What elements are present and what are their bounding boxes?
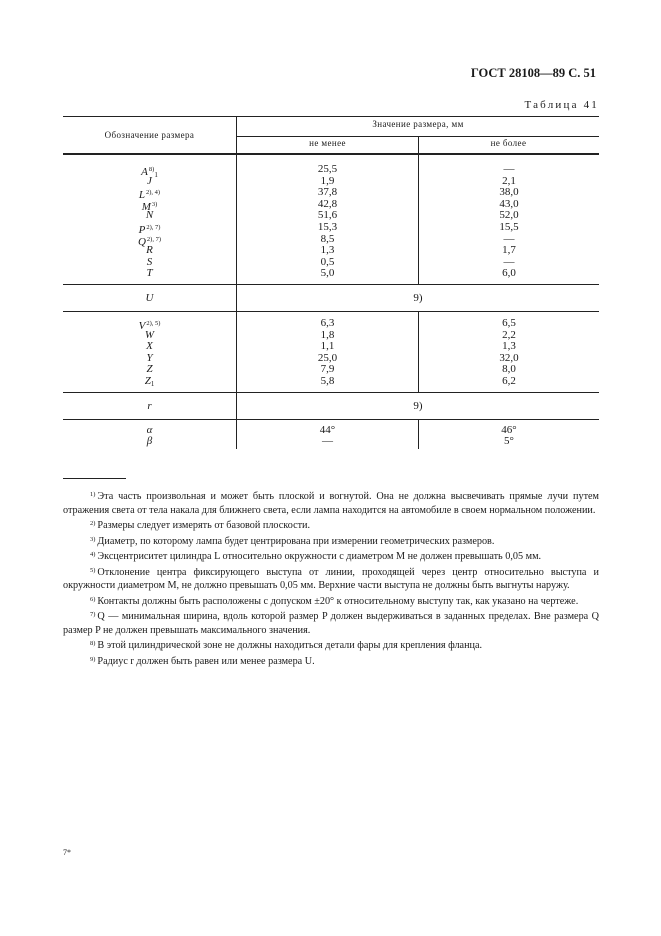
footnote (63, 488, 599, 517)
value-min: 44° (319, 423, 336, 436)
row-name: α (146, 423, 153, 436)
row-name-subscript: 1 (154, 171, 158, 179)
footnote (63, 564, 599, 593)
row-name: Z (146, 363, 153, 376)
page-mark: 7* (63, 848, 71, 857)
row-name-footnote: 2), 5) (146, 319, 161, 327)
row-value: 9) (413, 399, 423, 412)
footnote-text: Контакты должны быть расположены с допуском ±20° к относительному выступу так, как указано на чертеже. (97, 595, 579, 607)
row-name-footnote: 3) (151, 200, 158, 208)
value-min: 1,8 (320, 328, 335, 341)
table-row-r (63, 393, 599, 420)
page-header: ГОСТ 28108—89 С. 51 (470, 66, 596, 80)
row-name: r (147, 399, 152, 412)
header-value-group: Значение размера, мм (372, 119, 464, 129)
row-name: N (145, 209, 154, 222)
table-row (63, 318, 599, 330)
row-name-footnote: 2), 7) (146, 235, 162, 243)
row-name-footnote: 2), 7) (146, 223, 161, 231)
value-max: 2,2 (502, 328, 516, 341)
value-min: 5,8 (320, 374, 335, 387)
value-max: 6,0 (502, 267, 516, 280)
row-name: $Z_1$ (144, 374, 155, 388)
footnote-rule (63, 478, 126, 479)
footnote (63, 533, 599, 549)
value-min: 7,9 (320, 363, 335, 376)
value-max: 32,0 (499, 351, 519, 364)
value-min: 8,5 (320, 232, 335, 245)
value-max: 38,0 (499, 186, 519, 199)
table-row (63, 376, 599, 388)
row-name: Y (146, 351, 153, 364)
footnote-text: Q — минимальная ширина, вдоль которой размер P должен выдерживаться в заданных пределах. Вне размера Q размер P не должен превышать максимального значения. (63, 611, 599, 636)
row-value: 9) (413, 291, 423, 304)
value-max: 46° (501, 423, 517, 436)
header-max: не более (490, 138, 527, 148)
table-row (63, 245, 599, 257)
value-max: 6,5 (502, 316, 516, 329)
value-max: 1,3 (502, 340, 516, 353)
row-name-subscript: 1 (150, 379, 155, 388)
value-min: 1,3 (320, 244, 335, 257)
value-min: 37,8 (317, 186, 338, 199)
row-name: J (147, 174, 152, 187)
value-min: 6,3 (320, 316, 335, 329)
value-max: — (503, 163, 515, 175)
row-name: X (146, 340, 153, 353)
footnote-text: Отклонение центра фиксирующего выступа от линии, проходящей через центр относительно выступа и окружности диаметром M, не должно превышать 0,05 мм. Верхние части выступа не должны быть выгнуты наружу. (63, 566, 599, 591)
table-section-3 (63, 420, 599, 449)
footnote-text: Эксцентриситет цилиндра L относительно окружности с диаметром M не должен превышать 0,05 мм. (97, 551, 542, 562)
table-row (63, 163, 599, 179)
value-max: 52,0 (499, 209, 519, 222)
footnote (63, 593, 599, 609)
row-name: β (146, 435, 153, 448)
value-min: 5,0 (320, 267, 335, 280)
row-name: W (144, 328, 155, 341)
value-max: 8,0 (502, 363, 516, 376)
table-section-1 (63, 155, 599, 285)
footnote-text: Размеры следует измерять от базовой плоскости. (97, 520, 311, 531)
footnote-text: Эта часть произвольная и может быть плоской и вогнутой. Она не должна высвечивать прямые лучи путем отражения света от тела накала для ближнего света, если лампа находится на автомобиле в своем нормальном положении. (63, 491, 599, 516)
row-name: T (146, 267, 153, 280)
table-row (63, 341, 599, 353)
footnote-number: 6) (90, 595, 96, 603)
footnote-number: 9) (90, 655, 96, 663)
footnote-number: 1) (90, 491, 96, 498)
value-min: 0,5 (320, 255, 335, 268)
table-row (63, 222, 599, 234)
footnote-number: 5) (90, 566, 96, 574)
value-max: 15,5 (499, 220, 519, 233)
table-row-u (63, 285, 599, 312)
value-max: 5° (504, 435, 514, 448)
row-name: R (146, 244, 153, 257)
table-caption: Таблица 41 (524, 99, 599, 111)
row-name-footnote: 2), 4) (146, 189, 161, 197)
value-max: — (503, 255, 515, 268)
value-min: 1,9 (320, 174, 335, 187)
footnote-number: 4) (90, 551, 96, 558)
row-name: $P^{2), 7)}$ (138, 223, 161, 236)
value-min: 25,5 (317, 163, 338, 175)
value-max: 2,1 (502, 174, 516, 187)
table-header (63, 116, 599, 155)
footnote-text: Диаметр, по которому лампа будет центрирована при измерении геометрических размеров. (97, 535, 495, 547)
row-name: S (146, 255, 153, 268)
value-max: 43,0 (499, 197, 519, 210)
row-name: $V^{2), 5)}$ (138, 319, 161, 332)
value-max: — (503, 232, 515, 245)
footnote (63, 548, 599, 564)
footnote (63, 653, 599, 669)
footnote (63, 608, 599, 637)
value-min: 1,1 (320, 340, 335, 353)
value-max: 1,7 (502, 244, 516, 257)
header-designation: Обозначение размера (104, 130, 195, 140)
footnote (63, 637, 599, 653)
row-name: U (145, 291, 154, 304)
row-name-footnote: 8) (148, 166, 155, 173)
header-min: не менее (309, 138, 346, 148)
footnote (63, 517, 599, 533)
footnote-text: Радиус r должен быть равен или менее размера U. (97, 655, 315, 667)
footnote-number: 3) (90, 535, 96, 543)
row-name: $Q^{2), 7)}$ (137, 235, 162, 248)
table-section-2 (63, 312, 599, 393)
table-row (63, 268, 599, 280)
row-name: $M^{3)}$ (141, 200, 158, 213)
footnotes (63, 488, 599, 668)
row-name: $A^{8)}_1$ (141, 166, 158, 179)
value-min: 42,8 (317, 197, 338, 210)
value-min: 15,3 (317, 220, 338, 233)
footnote-number: 2) (90, 520, 96, 527)
table-row (63, 436, 599, 448)
row-name: $L^{2), 4)}$ (138, 189, 161, 202)
value-min: — (322, 435, 333, 448)
value-max: 6,2 (502, 374, 516, 387)
value-min: 25,0 (317, 351, 338, 364)
footnote-number: 8) (90, 640, 96, 647)
value-min: 51,6 (317, 209, 338, 222)
dimension-table (63, 116, 599, 449)
footnote-text: В этой цилиндрической зоне не должны находиться детали фары для крепления фланца. (97, 640, 483, 651)
footnote-number: 7) (90, 611, 96, 618)
